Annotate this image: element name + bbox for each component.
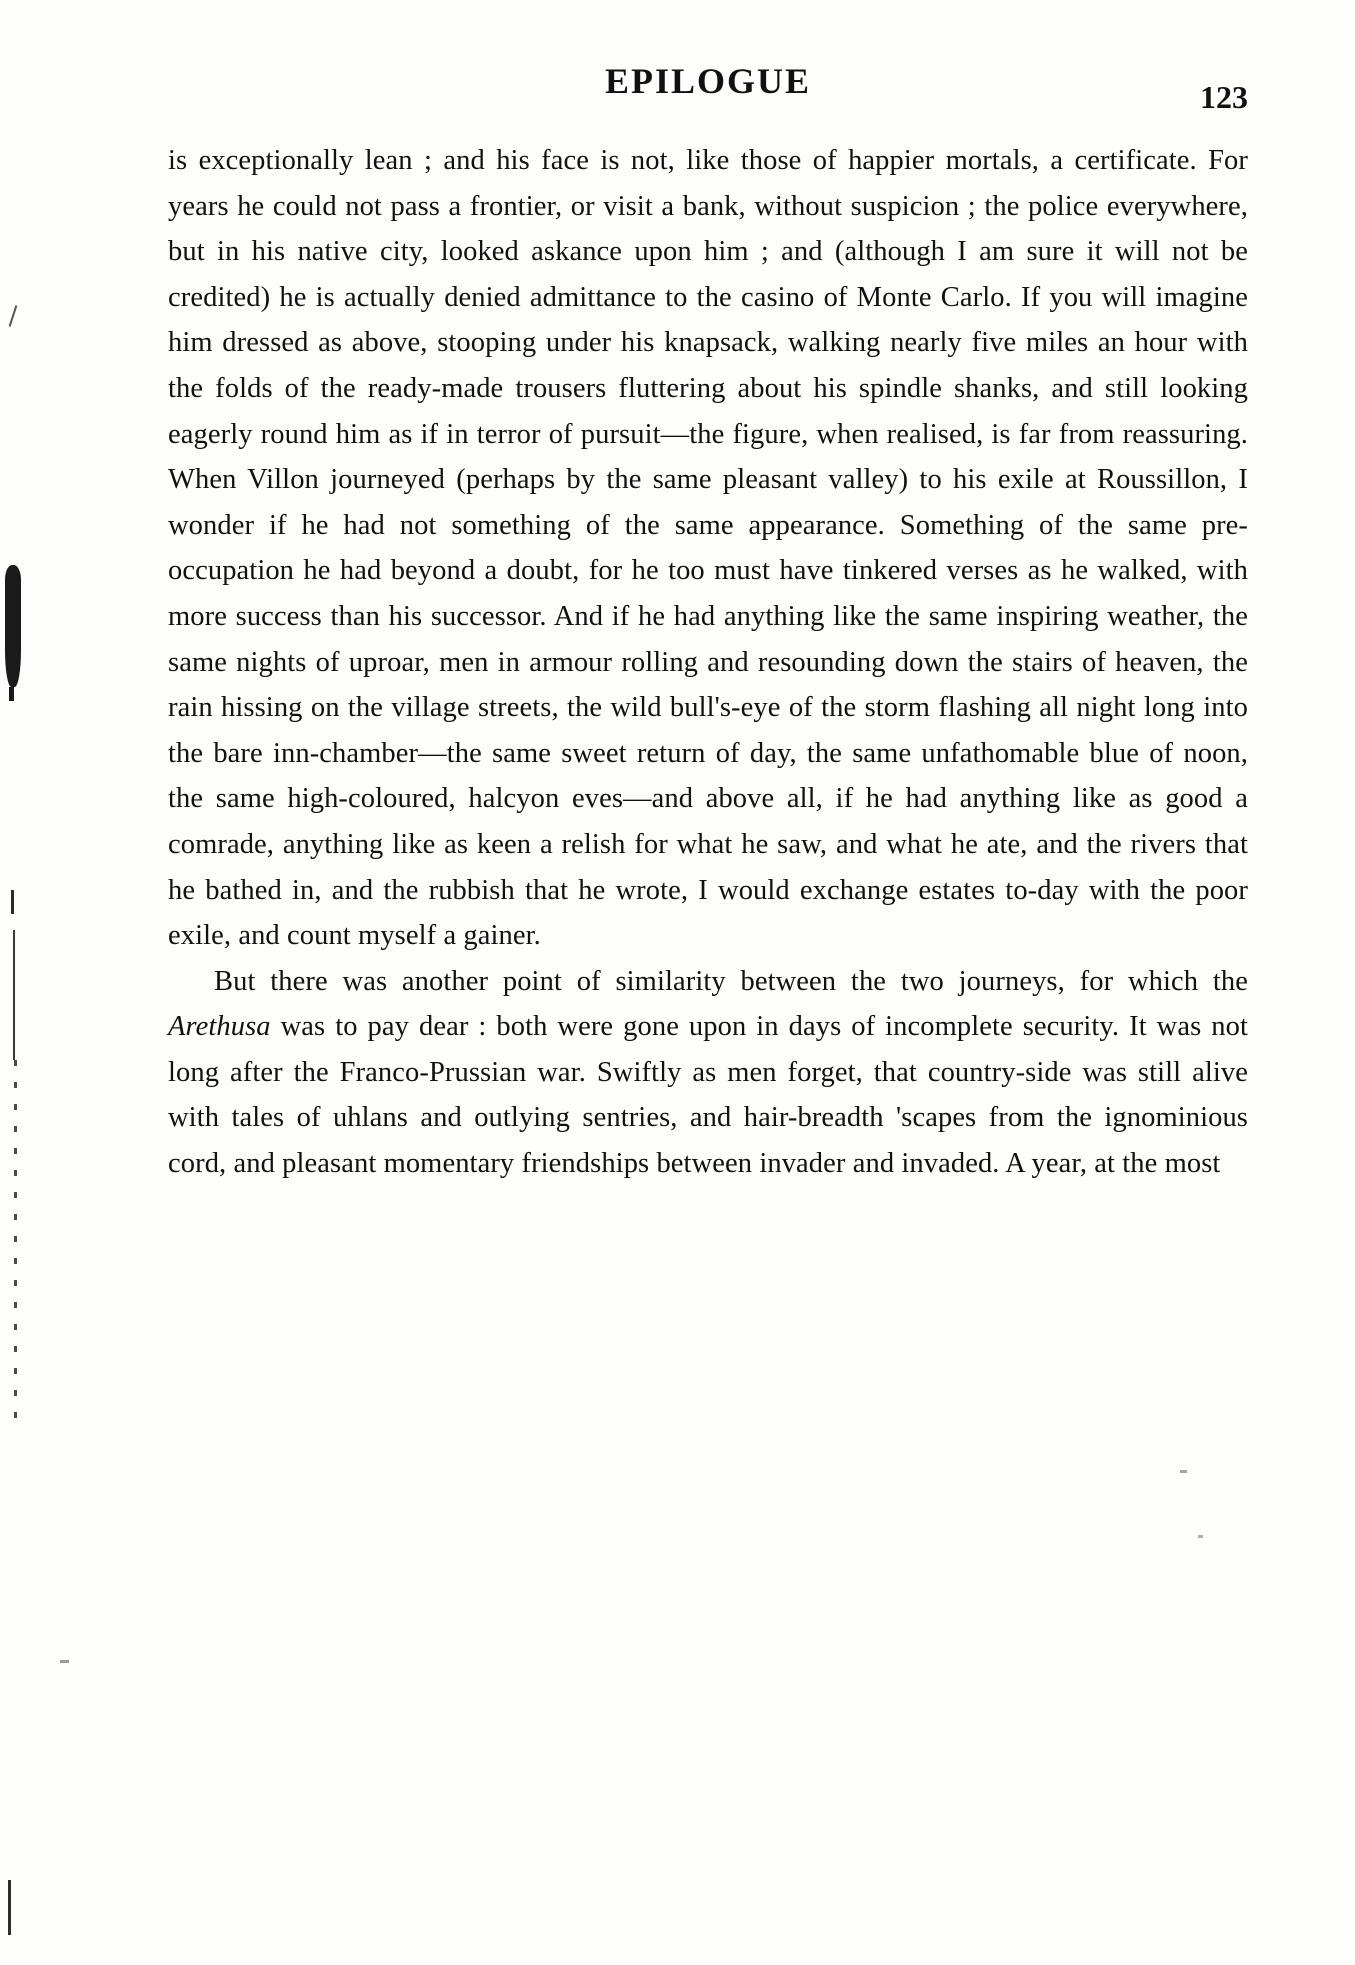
scan-artifact-slash-icon (9, 305, 18, 327)
scan-artifact-speck-icon (1180, 1470, 1187, 1473)
paragraph-2-text-after: was to pay dear : both were gone upon in days of incomplete security. It was not long after the Franco-Prussian war. Swiftly as men forget, that country-side was still alive with tales of uhlans and outlying sentries, and hair-breadth 'scapes from the ignominious cord, and pleasant momentary friendships between invader and invaded. A year, at the most (168, 1011, 1248, 1180)
running-title: EPILOGUE (604, 61, 812, 101)
scan-artifact-speck-icon (1198, 1535, 1203, 1538)
scan-artifact-blob-icon (5, 565, 21, 687)
scan-artifact-dots-icon (14, 1060, 17, 1420)
page-number: 123 (1200, 79, 1248, 115)
page-content (168, 60, 1248, 1187)
page-header (168, 60, 1248, 120)
scan-artifact-edge-icon (8, 1880, 11, 1935)
scan-artifact-line-icon (13, 930, 15, 1060)
scan-artifact-line-icon (11, 890, 14, 914)
paragraph-1: is exceptionally lean ; and his face is not, like those of happier mortals, a certificate. For years he could not pass a frontier, or visit a bank, without suspicion ; the police everywhere, but in his native city, looked askance upon him ; and (although I am sure it will not be credited) he is actually denied admittance to the casino of Monte Carlo. If you will imagine him dressed as above, stooping under his knapsack, walking nearly five miles an hour with the folds of the ready-made trousers fluttering about his spindle shanks, and still looking eagerly round him as if in terror of pursuit—the figure, when realised, is far from reassuring. When Villon journeyed (perhaps by the same pleasant valley) to his exile at Roussillon, I wonder if he had not something of the same appearance. Something of the same pre-occupation he had beyond a doubt, for he too must have tinkered verses as he walked, with more success than his successor. And if he had anything like the same inspiring weather, the same nights of uproar, men in armour rolling and resounding down the stairs of heaven, the rain hissing on the village streets, the wild bull's-eye of the storm flashing all night long into the bare inn-chamber—the same sweet return of day, the same unfathomable blue of noon, the same high-coloured, halcyon eves—and above all, if he had anything like as good a comrade, anything like as keen a relish for what he saw, and what he ate, and the rivers that he bathed in, and the rubbish that he wrote, I would exchange estates to-day with the poor exile, and count myself a gainer. (168, 145, 1248, 952)
body-text (168, 138, 1248, 1187)
paragraph-2 (168, 959, 1248, 1187)
italic-book-title: Arethusa (168, 1011, 271, 1043)
scan-artifact-speck-icon (60, 1660, 69, 1663)
paragraph-2-text-before: But there was another point of similarity between the two journeys, for which the (214, 965, 1248, 997)
